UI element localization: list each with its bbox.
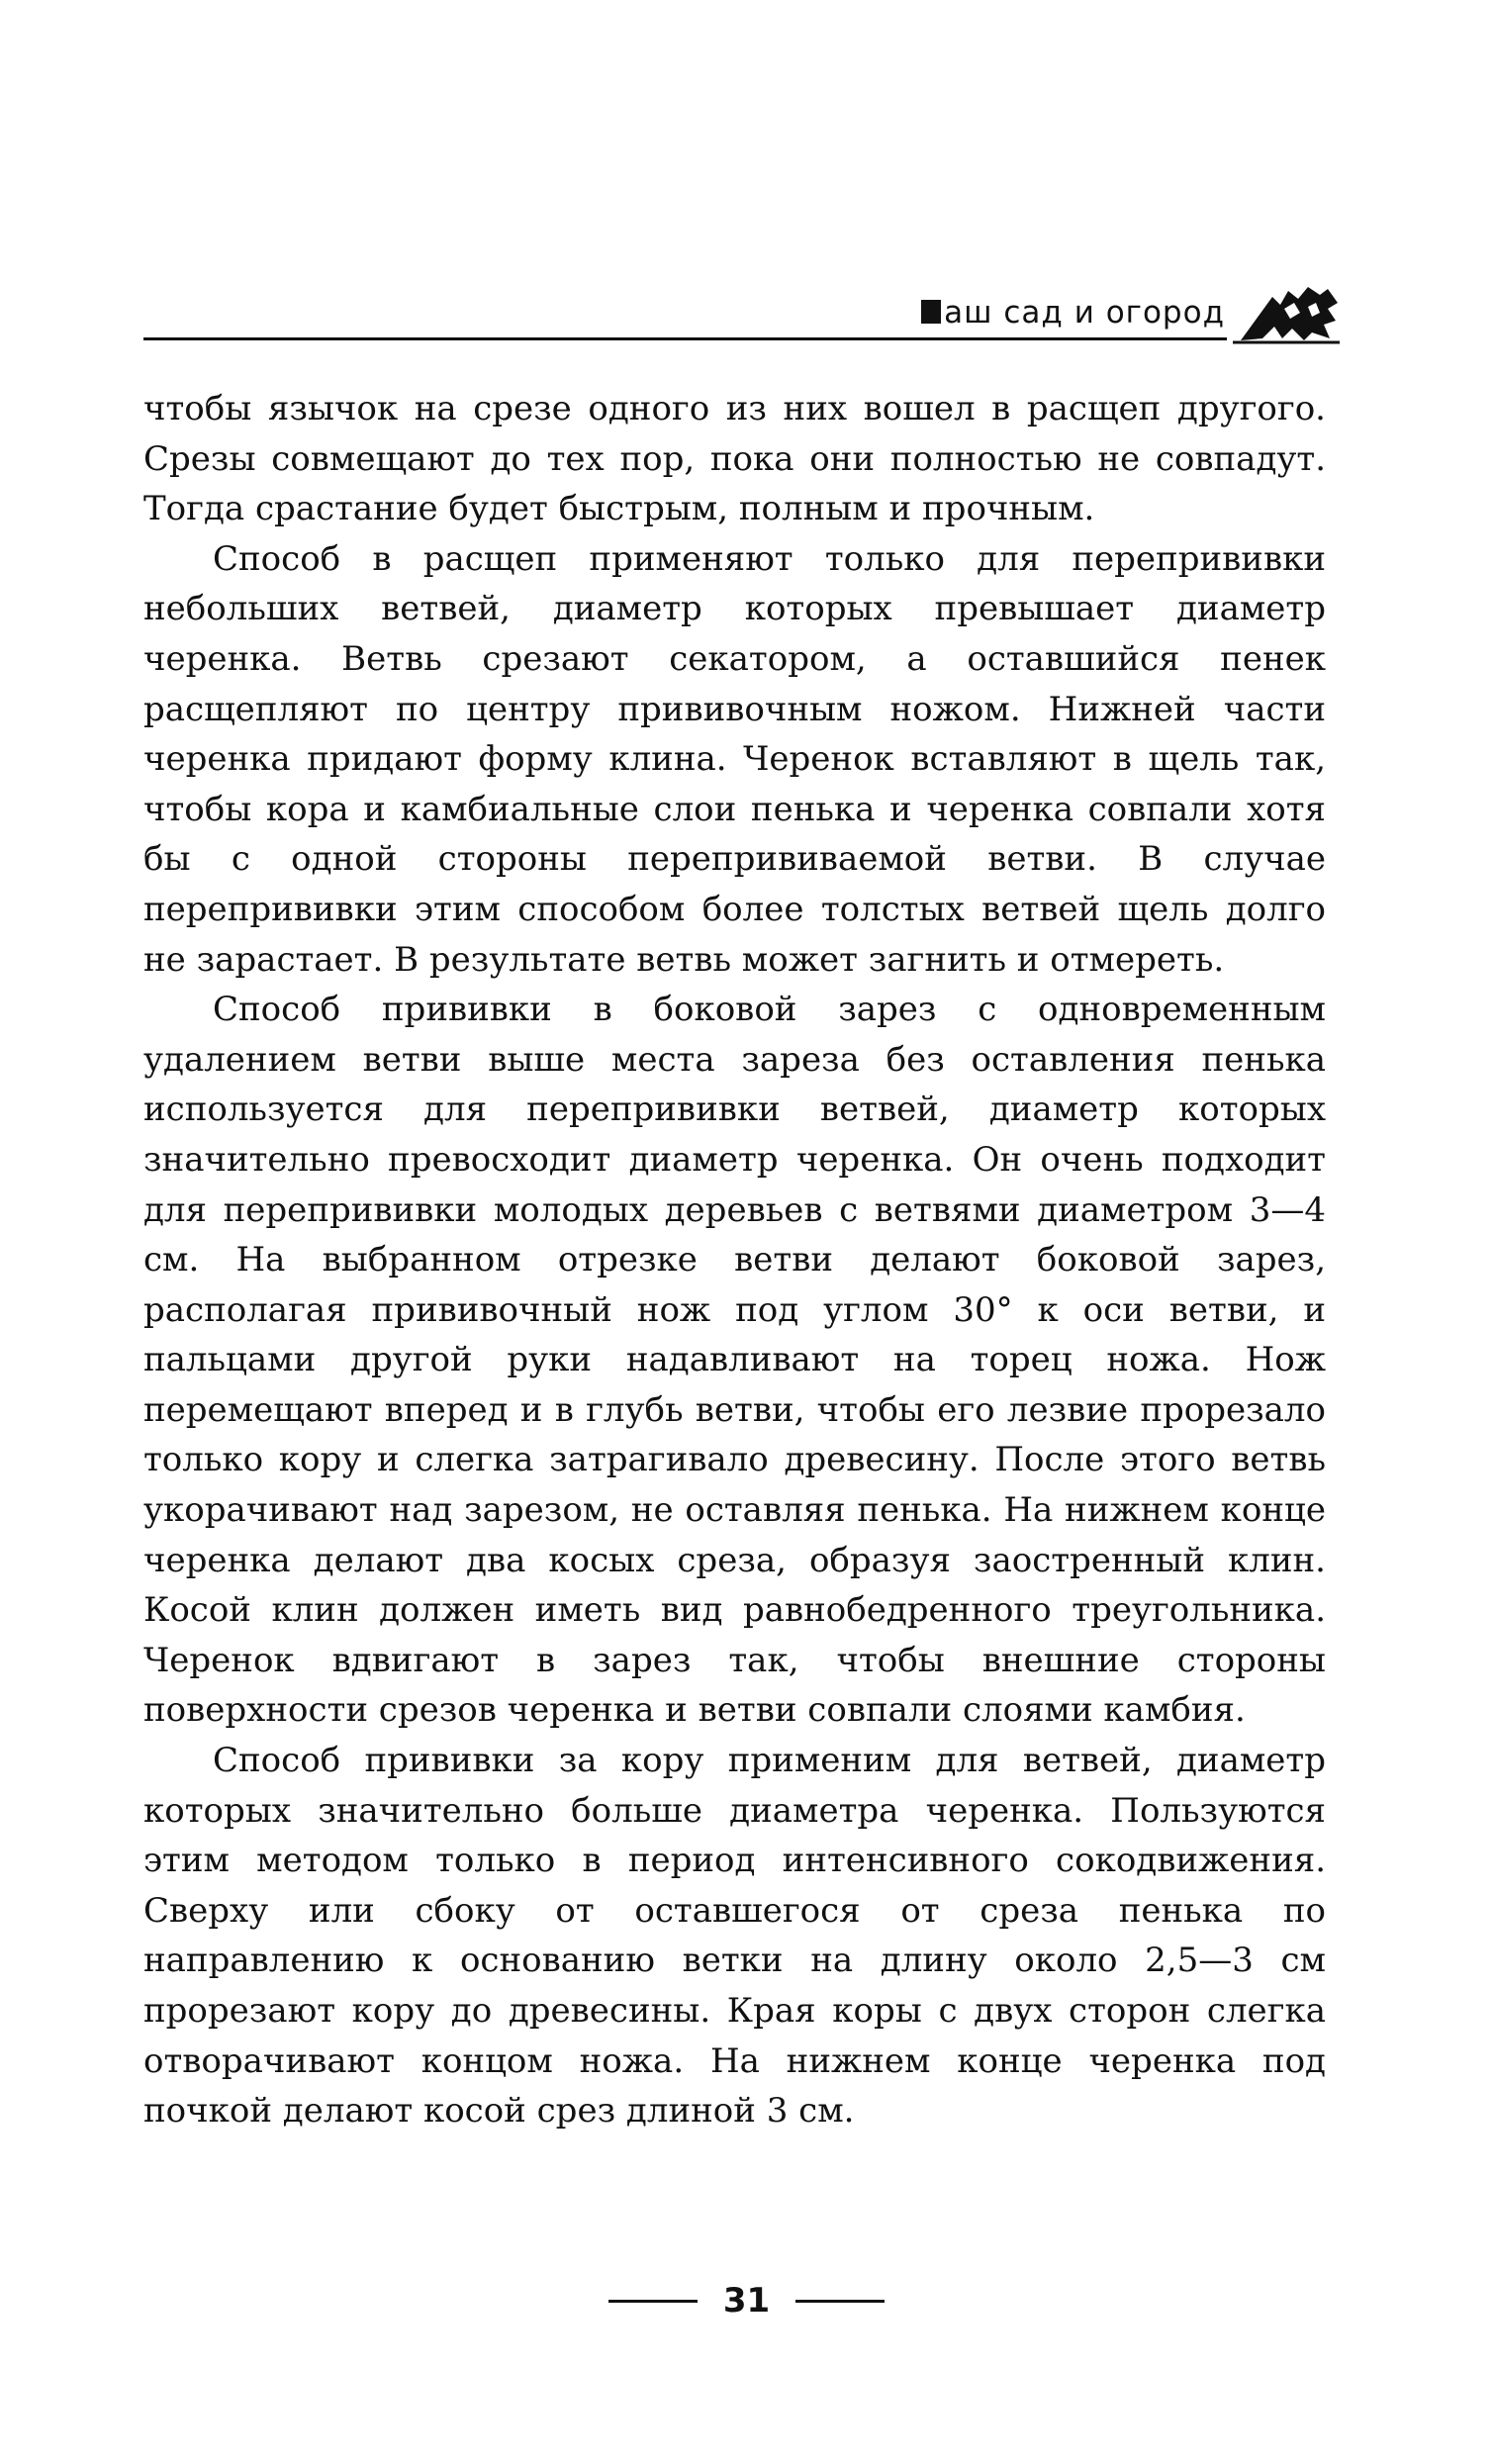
garden-emblem-icon — [1229, 269, 1346, 346]
body-text — [143, 384, 1326, 2136]
page-number: 31 — [722, 2281, 771, 2321]
paragraph-continuation: чтобы язычок на срезе одного из них вошел в расщеп другого. Срезы совмещают до тех пор, пока они полностью не совпадут. Тогда срастание будет быстрым, полным и прочным. — [143, 389, 1326, 529]
paragraph-bark-grafting: Способ прививки за кору применим для ветвей, диаметр которых значительно больше диаметра черенка. Пользуются этим методом только в период интенсивного сокодвижения. Сверху или сбоку от оставшегося от среза пенька по направлению к основанию ветки на длину около 2,5—3 см прорезают кору до древесины. Края коры с двух сторон слегка отворачивают концом ножа. На нижнем конце черенка под почкой делают косой срез длиной 3 см. — [143, 1741, 1326, 2132]
folio-dash-left — [608, 2300, 698, 2303]
page-footer — [0, 2281, 1493, 2330]
running-head-title-text: аш сад и огород — [944, 295, 1225, 331]
running-head-rule — [143, 337, 1227, 340]
paragraph-side-cut-grafting: Способ прививки в боковой зарез с одновременным удалением ветви выше места зареза без оставления пенька используется для перепрививки ветвей, диаметр которых значительно превосходит диаметр черенка. Он очень подходит для перепрививки молодых деревьев с ветвями диаметром 3—4 см. На выбранном отрезке ветви делают боковой зарез, располагая прививочный нож под углом 30° к оси ветви, и пальцами другой руки надавливают на торец ножа. Нож перемещают вперед и в глубь ветви, чтобы его лезвие прорезало только кору и слегка затрагивало древесину. После этого ветвь укорачивают над зарезом, не оставляя пенька. На нижнем конце черенка делают два косых среза, образуя заостренный клин. Косой клин должен иметь вид равнобедренного треугольника. Черенок вдвигают в зарез так, чтобы внешние стороны поверхности срезов черенка и ветви совпали слоями камбия. — [143, 990, 1326, 1731]
running-head-initial — [921, 300, 941, 324]
running-head-title — [921, 295, 1225, 331]
running-head — [143, 267, 1346, 346]
paragraph-cleft-grafting: Способ в расщеп применяют только для перепрививки небольших ветвей, диаметр которых превышает диаметр черенка. Ветвь срезают секатором, а оставшийся пенек расщепляют по центру прививочным ножом. Нижней части черенка придают форму клина. Черенок вставляют в щель так, чтобы кора и камбиальные слои пенька и черенка совпали хотя бы с одной стороны перепрививаемой ветви. В случае перепрививки этим способом более толстых ветвей щель долго не зарастает. В результате ветвь может загнить и отмереть. — [143, 538, 1326, 980]
folio-dash-right — [795, 2300, 885, 2303]
